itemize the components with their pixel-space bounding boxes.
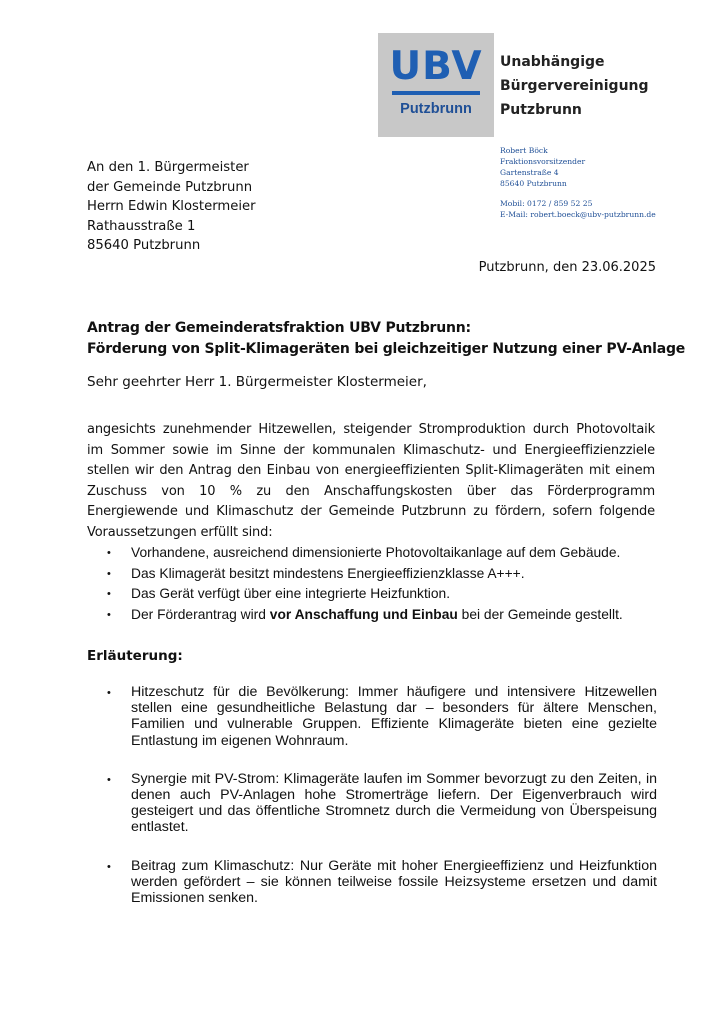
logo-acronym: UBV: [389, 44, 483, 89]
subject-line-1: Antrag der Gemeinderatsfraktion UBV Putzbrunn:: [87, 320, 471, 336]
bullet-icon: •: [107, 588, 111, 600]
salutation: Sehr geehrter Herr 1. Bürgermeister Klostermeier,: [87, 374, 427, 390]
sender-mobile: Mobil: 0172 / 859 52 25: [500, 199, 593, 208]
requirement-text-end: bei der Gemeinde gestellt.: [457, 606, 623, 622]
sender-street: Gartenstraße 4: [500, 168, 559, 177]
recipient-line-1: An den 1. Bürgermeister: [87, 160, 249, 175]
intro-paragraph: angesichts zunehmender Hitzewellen, steigender Stromproduktion durch Photovoltaik im Sommer sowie im Sinne der kommunalen Klimaschutz- und Energieeffizienzziele stellen wir den Antrag den Einbau von energieeffizienten Split-Klimageräten mit einem Zuschuss von 10 % zu den Anschaffungskosten über das Förderprogramm Energiewende und Klimaschutz der Gemeinde Putzbrunn zu fördern, sofern folgende Voraussetzungen erfüllt sind:: [87, 422, 655, 540]
requirement-text: Vorhandene, ausreichend dimensionierte Photovoltaikanlage auf dem Gebäude.: [131, 545, 621, 560]
subject: [87, 318, 687, 360]
requirement-item: [87, 564, 687, 585]
explanation-text: Synergie mit PV-Strom: Klimageräte laufen im Sommer bevorzugt zu den Zeiten, in denen auch PV-Anlagen hohe Stromerträge liefern. Der Eigenverbrauch wird gesteigert und das öffentliche Stromnetz durch die Vermeidung von Überspeisung entlastet.: [131, 770, 657, 836]
bullet-icon: •: [107, 608, 111, 621]
bullet-icon: •: [107, 860, 111, 873]
sender-city: 85640 Putzbrunn: [500, 179, 567, 188]
bullet-icon: •: [107, 547, 111, 559]
sender-email: E-Mail: robert.boeck@ubv-putzbrunn.de: [500, 210, 656, 219]
explanation-item: [87, 858, 657, 907]
bullet-icon: •: [107, 773, 111, 786]
recipient-line-5: 85640 Putzbrunn: [87, 238, 201, 253]
sender-spacer: [500, 189, 710, 198]
recipient-line-4: Rathausstraße 1: [87, 218, 196, 234]
org-name-line-2: Bürgervereinigung: [500, 78, 649, 94]
sender-role: Fraktionsvorsitzender: [500, 157, 586, 166]
requirements-list: [87, 543, 687, 625]
requirement-text-emphasis: vor Anschaffung und Einbau: [269, 606, 458, 622]
requirement-text: Das Gerät verfügt über eine integrierte Heizfunktion.: [131, 586, 451, 601]
org-name-line-1: Unabhängige: [500, 54, 605, 70]
explanation-list: [87, 684, 657, 928]
bullet-icon: •: [107, 567, 111, 580]
explanation-item: [87, 684, 657, 749]
recipient-line-2: der Gemeinde Putzbrunn: [87, 179, 253, 195]
explanation-item: [87, 771, 657, 836]
subject-line-2: Förderung von Split-Klimageräten bei gleichzeitiger Nutzung einer PV-Anlage: [87, 341, 686, 357]
ubv-logo: [378, 33, 494, 137]
letter-date: Putzbrunn, den 23.06.2025: [478, 260, 656, 275]
requirement-text-start: Der Förderantrag wird: [131, 606, 270, 622]
requirement-text: Das Klimagerät besitzt mindestens Energieeffizienzklasse A+++.: [131, 565, 525, 581]
explanation-heading: Erläuterung:: [87, 648, 183, 664]
org-name-line-3: Putzbrunn: [500, 102, 582, 118]
recipient-address: [87, 158, 407, 256]
requirement-item: [87, 584, 687, 605]
bullet-icon: •: [107, 687, 111, 699]
logo-place: Putzbrunn: [400, 101, 472, 117]
explanation-text: Beitrag zum Klimaschutz: Nur Geräte mit hoher Energieeffizienz und Heizfunktion werden gefördert – sie können teilweise fossile Heizsysteme ersetzen und damit Emissionen senken.: [131, 857, 657, 907]
logo-divider: [392, 91, 480, 95]
requirement-item: [87, 543, 687, 564]
sender-block: [500, 145, 710, 220]
organization-name: [500, 50, 700, 122]
requirement-item: [87, 605, 687, 626]
explanation-text: Hitzeschutz für die Bevölkerung: Immer häufigere und intensivere Hitzewellen stellen eine gesundheitliche Belastung dar – besonders für ältere Menschen, Familien und vulnerable Gruppen. Effiziente Klimageräte bieten eine gezielte Entlastung im eigenen Wohnraum.: [131, 684, 657, 749]
recipient-line-3: Herrn Edwin Klostermeier: [87, 199, 256, 214]
sender-name: Robert Böck: [500, 146, 548, 155]
